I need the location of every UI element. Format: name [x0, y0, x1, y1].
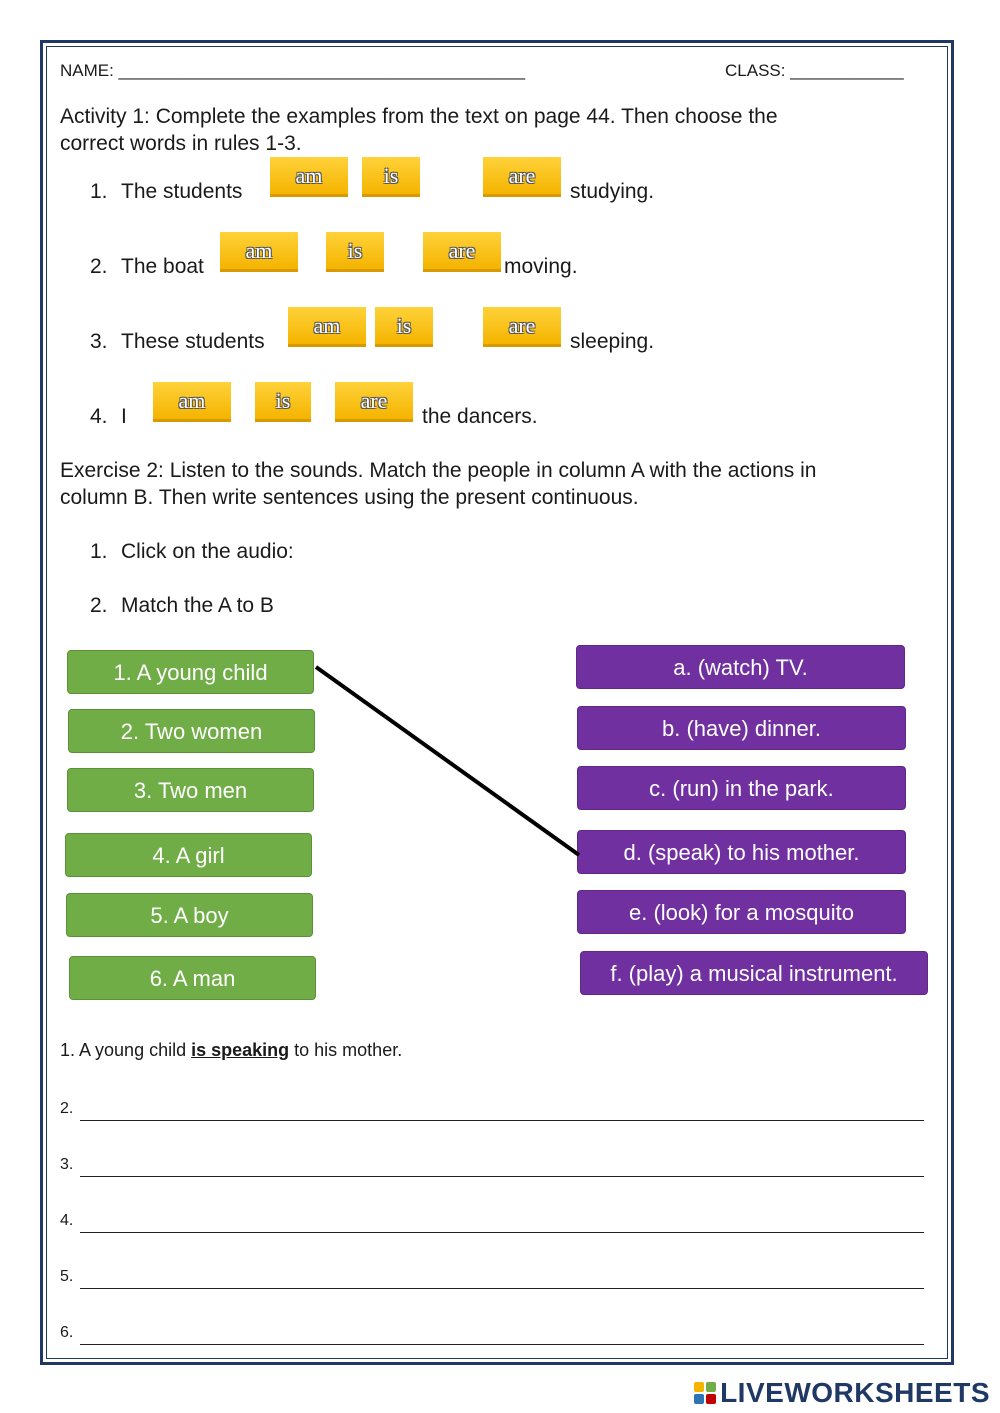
item1-option-is[interactable]: is: [362, 157, 420, 197]
example-sentence: [60, 1040, 402, 1061]
item3-option-is[interactable]: is: [375, 307, 433, 347]
item4-text-before: I: [121, 405, 127, 428]
column-a-item-5[interactable]: 5. A boy: [66, 893, 313, 937]
step1-number: 1.: [90, 540, 108, 563]
item2-option-are[interactable]: are: [423, 232, 501, 272]
item1-text-before: The students: [121, 180, 243, 203]
answer-rule: [80, 1288, 924, 1289]
column-a-item-4[interactable]: 4. A girl: [65, 833, 312, 877]
activity1-instruction-line2: correct words in rules 1-3.: [60, 132, 302, 155]
example-before: 1. A young child: [60, 1040, 192, 1060]
item4-text-after: the dancers.: [422, 405, 538, 428]
column-a-item-6[interactable]: 6. A man: [69, 956, 316, 1000]
item4-option-are[interactable]: are: [335, 382, 413, 422]
liveworksheets-logo: [694, 1378, 990, 1408]
item3-text-after: sleeping.: [570, 330, 655, 353]
exercise2-instruction-line2: column B. Then write sentences using the present continuous.: [60, 486, 639, 509]
answer-rule: [80, 1120, 924, 1121]
answer-rule: [80, 1344, 924, 1345]
item1-option-am[interactable]: am: [270, 157, 348, 197]
item2-text-before: The boat: [121, 255, 204, 278]
column-b-item-f[interactable]: f. (play) a musical instrument.: [580, 951, 928, 995]
answer-line-4[interactable]: [60, 1212, 924, 1236]
answer-line-number: 6.: [60, 1324, 74, 1341]
step2-number: 2.: [90, 594, 108, 617]
answer-line-6[interactable]: [60, 1324, 924, 1348]
answer-line-number: 3.: [60, 1156, 74, 1173]
item1-option-are[interactable]: are: [483, 157, 561, 197]
match-line-1-to-d: [316, 667, 579, 855]
column-b-item-e[interactable]: e. (look) for a mosquito: [577, 890, 906, 934]
answer-line-number: 2.: [60, 1100, 74, 1117]
column-b-item-c[interactable]: c. (run) in the park.: [577, 766, 906, 810]
logo-grid-icon: [694, 1382, 716, 1404]
example-after: to his mother.: [289, 1040, 403, 1060]
column-a-item-1[interactable]: 1. A young child: [67, 650, 314, 694]
item3-option-are[interactable]: are: [483, 307, 561, 347]
answer-line-number: 4.: [60, 1212, 74, 1229]
item2-number: 2.: [90, 255, 108, 278]
item2-text-after: moving.: [504, 255, 578, 278]
item1-text-after: studying.: [570, 180, 655, 203]
logo-text: LIVEWORKSHEETS: [720, 1377, 990, 1408]
step2-text: Match the A to B: [121, 594, 274, 617]
item4-option-is[interactable]: is: [255, 382, 311, 422]
column-b-item-d[interactable]: d. (speak) to his mother.: [577, 830, 906, 874]
step1-text: Click on the audio:: [121, 540, 294, 563]
item2-option-is[interactable]: is: [326, 232, 384, 272]
class-field[interactable]: CLASS: ____________: [725, 61, 904, 80]
column-a-item-3[interactable]: 3. Two men: [67, 768, 314, 812]
answer-line-5[interactable]: [60, 1268, 924, 1292]
example-answer: is speaking: [191, 1040, 290, 1060]
answer-rule: [80, 1176, 924, 1177]
answer-line-3[interactable]: [60, 1156, 924, 1180]
item4-number: 4.: [90, 405, 108, 428]
activity1-instruction-line1: Activity 1: Complete the examples from the text on page 44. Then choose the: [60, 105, 778, 128]
column-a-item-2[interactable]: 2. Two women: [68, 709, 315, 753]
column-b-item-a[interactable]: a. (watch) TV.: [576, 645, 905, 689]
name-field[interactable]: NAME: ___________________________________________: [60, 61, 526, 80]
item2-option-am[interactable]: am: [220, 232, 298, 272]
item4-option-am[interactable]: am: [153, 382, 231, 422]
item3-option-am[interactable]: am: [288, 307, 366, 347]
item3-text-before: These students: [121, 330, 265, 353]
answer-line-number: 5.: [60, 1268, 74, 1285]
item1-number: 1.: [90, 180, 108, 203]
exercise2-instruction-line1: Exercise 2: Listen to the sounds. Match the people in column A with the actions in: [60, 459, 817, 482]
answer-line-2[interactable]: [60, 1100, 924, 1124]
item3-number: 3.: [90, 330, 108, 353]
answer-rule: [80, 1232, 924, 1233]
column-b-item-b[interactable]: b. (have) dinner.: [577, 706, 906, 750]
